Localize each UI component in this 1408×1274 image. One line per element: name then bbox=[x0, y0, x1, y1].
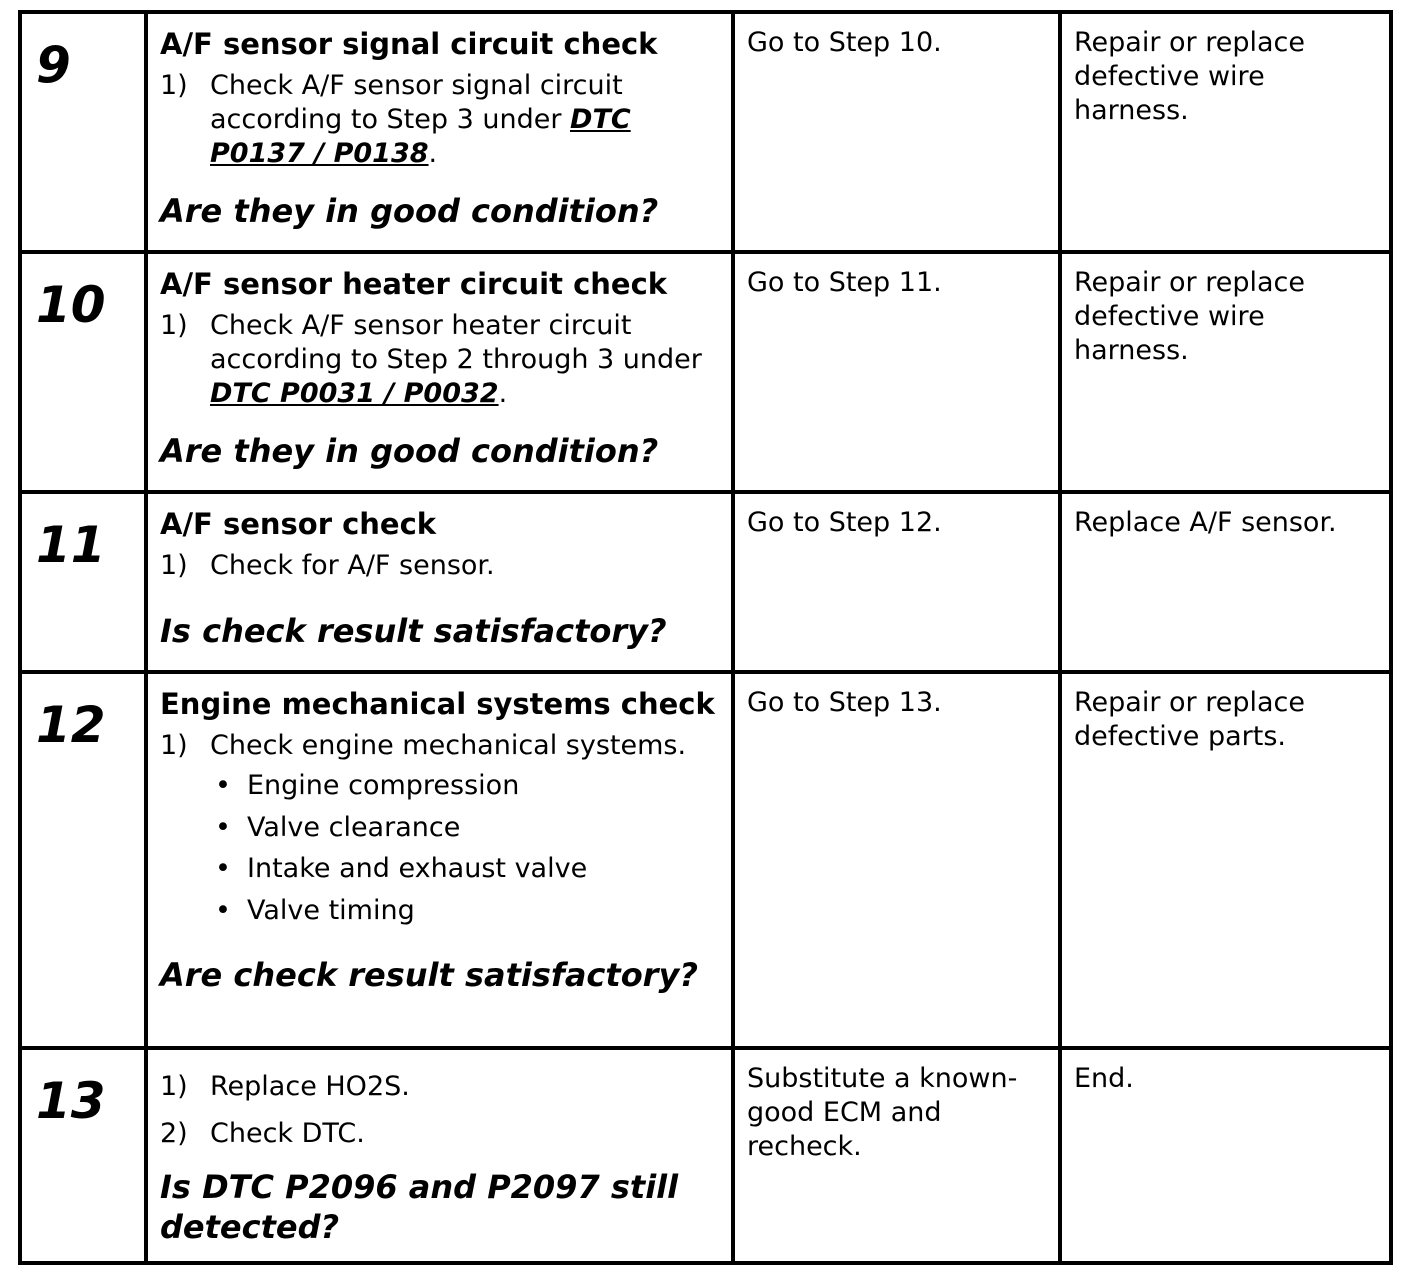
no-result: Repair or replace defective wire harness. bbox=[1074, 27, 1305, 126]
yes-result-cell bbox=[733, 1048, 1060, 1263]
step-question: Are they in good condition? bbox=[160, 432, 659, 470]
table-row-step-12 bbox=[20, 672, 1391, 1048]
yes-result-cell bbox=[733, 492, 1060, 672]
no-result-cell bbox=[1060, 1048, 1391, 1263]
step-number-cell bbox=[20, 1048, 146, 1263]
item-text: Check A/F sensor signal circuit according to Step 3 under bbox=[210, 70, 623, 135]
no-result: End. bbox=[1074, 1063, 1134, 1094]
item-number: 1) bbox=[160, 70, 188, 101]
item-text: Check engine mechanical systems. bbox=[210, 730, 687, 761]
step-title: Engine mechanical systems check bbox=[160, 687, 715, 721]
list-item: • Intake and exhaust valve bbox=[210, 848, 721, 890]
item-number: 1) bbox=[160, 550, 188, 581]
action-cell bbox=[146, 492, 733, 672]
action-cell bbox=[146, 12, 733, 252]
item-text: Check DTC. bbox=[210, 1118, 365, 1149]
step-number: 9 bbox=[36, 36, 71, 94]
action-item bbox=[160, 729, 721, 763]
step-number-cell bbox=[20, 672, 146, 1048]
item-number: 2) bbox=[160, 1118, 188, 1149]
list-item: • Valve timing bbox=[210, 890, 721, 932]
item-number: 1) bbox=[160, 730, 188, 761]
check-bullet-list bbox=[160, 765, 721, 931]
yes-result: Go to Step 13. bbox=[747, 687, 942, 718]
troubleshooting-table bbox=[18, 10, 1393, 1265]
list-item: • Valve clearance bbox=[210, 807, 721, 849]
step-number-cell bbox=[20, 12, 146, 252]
item-text: Check for A/F sensor. bbox=[210, 550, 495, 581]
yes-result-cell bbox=[733, 12, 1060, 252]
bullet-icon: • bbox=[215, 853, 231, 884]
step-number: 10 bbox=[36, 276, 106, 334]
step-title: A/F sensor signal circuit check bbox=[160, 27, 658, 61]
table-row-step-11 bbox=[20, 492, 1391, 672]
step-number: 11 bbox=[36, 516, 106, 574]
bullet-icon: • bbox=[215, 894, 231, 926]
action-item bbox=[160, 549, 721, 583]
dtc-reference-link[interactable]: DTC P0031 / P0032 bbox=[210, 378, 499, 409]
no-result: Repair or replace defective wire harness. bbox=[1074, 267, 1305, 366]
step-question: Is check result satisfactory? bbox=[160, 612, 667, 650]
action-cell bbox=[146, 1048, 733, 1263]
step-question: Are they in good condition? bbox=[160, 192, 659, 230]
item-text: Check A/F sensor heater circuit according to Step 2 through 3 under bbox=[210, 310, 702, 375]
table-row-step-9 bbox=[20, 12, 1391, 252]
action-item bbox=[160, 1117, 721, 1151]
action-item bbox=[160, 1070, 721, 1104]
item-text: Replace HO2S. bbox=[210, 1071, 410, 1102]
yes-result: Go to Step 11. bbox=[747, 267, 942, 298]
yes-result-cell bbox=[733, 252, 1060, 492]
no-result-cell bbox=[1060, 492, 1391, 672]
no-result: Repair or replace defective parts. bbox=[1074, 687, 1305, 752]
no-result: Replace A/F sensor. bbox=[1074, 507, 1337, 538]
dtc-reference-link[interactable]: DTC P0137 / P0138 bbox=[210, 104, 631, 169]
item-number: 1) bbox=[160, 1071, 188, 1102]
step-title: A/F sensor heater circuit check bbox=[160, 267, 668, 301]
no-result-cell bbox=[1060, 12, 1391, 252]
step-question: Is DTC P2096 and P2097 still detected? bbox=[160, 1168, 679, 1246]
step-number-cell bbox=[20, 252, 146, 492]
no-result-cell bbox=[1060, 252, 1391, 492]
list-item: • Engine compression bbox=[210, 765, 721, 807]
bullet-icon: • bbox=[215, 811, 231, 843]
yes-result: Substitute a known-good ECM and recheck. bbox=[747, 1063, 1018, 1162]
action-item: 1) Check A/F sensor heater circuit according to Step 2 through 3 under DTC P0031 / P0032. bbox=[160, 310, 702, 409]
action-cell bbox=[146, 672, 733, 1048]
item-number: 1) bbox=[160, 310, 188, 341]
yes-result: Go to Step 10. bbox=[747, 27, 942, 58]
no-result-cell bbox=[1060, 672, 1391, 1048]
step-number: 13 bbox=[36, 1072, 106, 1130]
step-number: 12 bbox=[36, 696, 106, 754]
step-question: Are check result satisfactory? bbox=[160, 956, 698, 994]
step-number-cell bbox=[20, 492, 146, 672]
bullet-icon: • bbox=[215, 770, 231, 801]
table-row-step-10 bbox=[20, 252, 1391, 492]
action-cell bbox=[146, 252, 733, 492]
table-row-step-13 bbox=[20, 1048, 1391, 1263]
yes-result: Go to Step 12. bbox=[747, 507, 942, 538]
yes-result-cell bbox=[733, 672, 1060, 1048]
action-item: 1) Check A/F sensor signal circuit according to Step 3 under DTC P0137 / P0138. bbox=[160, 70, 631, 169]
step-title: A/F sensor check bbox=[160, 507, 437, 541]
